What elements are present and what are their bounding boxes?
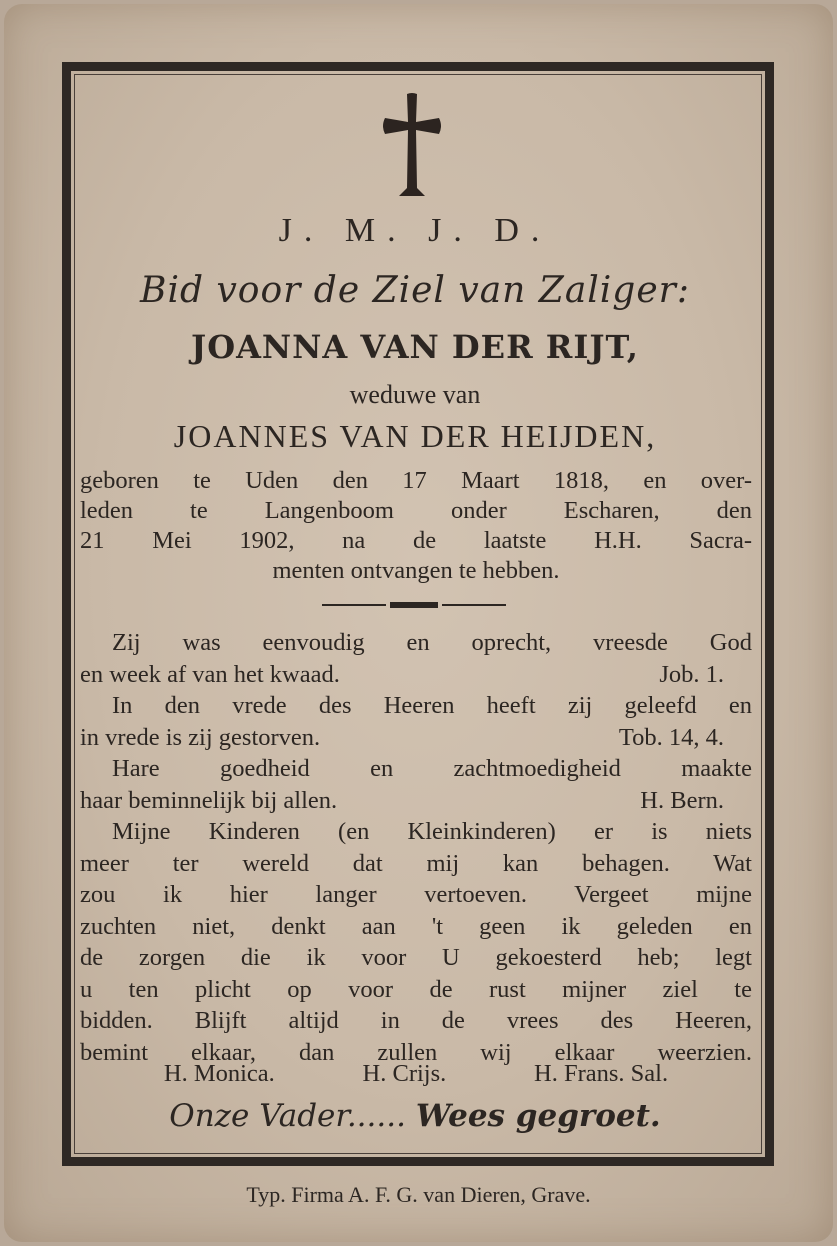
prayer-our-father: Onze Vader...... <box>169 1098 406 1134</box>
saint-name: H. Crijs. <box>362 1060 447 1087</box>
biography-line: leden te Langenboom onder Escharen, den <box>80 497 752 524</box>
relation-text: weduwe van <box>349 380 481 409</box>
verse-text: haar beminnelijk bij allen. <box>80 786 338 814</box>
saints-attribution <box>80 1060 752 1088</box>
verse-line <box>80 1005 752 1037</box>
biography-paragraph <box>80 466 752 586</box>
invocation-text: Bid voor de Ziel van Zaliger: <box>140 270 690 311</box>
verse-text: bidden. Blijft altijd in de vrees des Heeren, <box>80 1007 752 1034</box>
cross-icon <box>381 92 443 200</box>
prayer-hail-mary: Wees gegroet. <box>415 1098 661 1134</box>
verse-text: Hare goedheid en zachtmoedigheid maakte <box>112 755 752 782</box>
biography-line: menten ontvangen te hebben. <box>272 557 560 584</box>
verse-text: meer ter wereld dat mij kan behagen. Wat <box>80 849 752 877</box>
verse-line <box>80 753 752 785</box>
verse-text: In den vrede des Heeren heeft zij geleefd en <box>112 692 752 719</box>
verse-text: in vrede is zij gestorven. <box>80 723 321 751</box>
biography-line: 21 Mei 1902, na de laatste H.H. Sacra- <box>80 527 752 554</box>
verse-reference: Job. 1. <box>659 660 724 688</box>
biography-line: geboren te Uden den 17 Maart 1818, en over- <box>80 467 752 494</box>
closing-prayer <box>70 1098 760 1134</box>
initials-jmjd: J. M. J. D. <box>278 212 552 249</box>
verse-text: zuchten niet, denkt aan 't geen ik geleden en <box>80 912 752 940</box>
verse-line <box>80 722 752 754</box>
verse-line <box>80 690 752 722</box>
verses-block <box>80 627 752 1068</box>
verse-text: en week af van het kwaad. <box>80 660 340 688</box>
verse-line <box>80 785 752 817</box>
saint-name: H. Frans. Sal. <box>534 1060 669 1087</box>
verse-line <box>80 848 752 880</box>
verse-reference: Tob. 14, 4. <box>618 723 724 751</box>
verse-text: Zij was eenvoudig en oprecht, vreesde God <box>112 629 752 656</box>
spouse-name: JOANNES VAN DER HEIJDEN, <box>173 418 657 454</box>
verse-line <box>80 816 752 848</box>
verse-text: zou ik hier langer vertoeven. Vergeet mijne <box>80 881 752 908</box>
verse-line <box>80 659 752 691</box>
deceased-name: JOANNA VAN DER RIJT, <box>191 328 639 366</box>
verse-reference: H. Bern. <box>640 786 724 814</box>
verse-line <box>80 627 752 659</box>
printer-credit: Typ. Firma A. F. G. van Dieren, Grave. <box>246 1182 591 1207</box>
verse-text: de zorgen die ik voor U gekoesterd heb; legt <box>80 944 752 971</box>
verse-line <box>80 974 752 1006</box>
verse-text: Mijne Kinderen (en Kleinkinderen) er is niets <box>112 818 752 845</box>
verse-line <box>80 942 752 974</box>
verse-text: bemint elkaar, dan zullen wij elkaar weerzien. <box>80 1038 752 1066</box>
verse-text: u ten plicht op voor de rust mijner ziel te <box>80 975 752 1003</box>
verse-line <box>80 879 752 911</box>
verse-line <box>80 911 752 943</box>
saint-name: H. Monica. <box>163 1060 275 1087</box>
ornamental-divider <box>322 602 506 608</box>
